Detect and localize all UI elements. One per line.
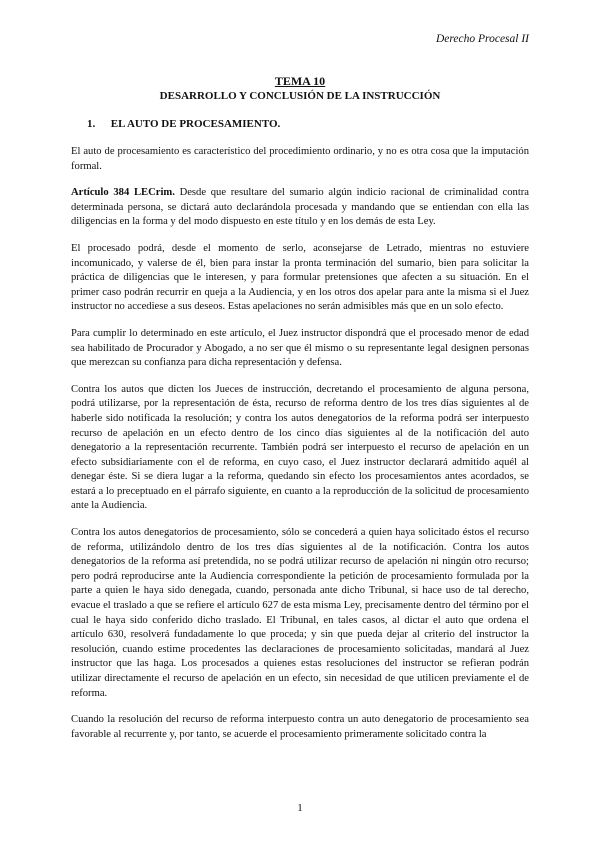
section-heading xyxy=(87,118,280,130)
paragraph: Cuando la resolución del recurso de reforma interpuesto contra un auto denegatorio de procesamiento sea favorable al recurrente y, por tanto, se acuerde el procesamiento primeramente solicitado contra la xyxy=(71,714,529,740)
paragraph-text: Desde que resultare del sumario algún indicio racional de criminalidad contra determinada persona, se dictará auto declarándola procesada y mandando que se entiendan con ella las diligencias en la forma y del modo dispuesto en este título y en los demás de esta Ley. xyxy=(71,187,529,228)
section-label: EL AUTO DE PROCESAMIENTO. xyxy=(110,118,281,130)
chapter-subtitle: DESARROLLO Y CONCLUSIÓN DE LA INSTRUCCIÓN xyxy=(159,90,441,102)
section-number: 1. xyxy=(87,118,96,130)
chapter-title: TEMA 10 xyxy=(274,74,326,88)
paragraph: El procesado podrá, desde el momento de serlo, aconsejarse de Letrado, mientras no estuviere incomunicado, y valerse de él, bien para instar la pronta terminación del sumario, bien para solicitar la práctica de diligencias que le interesen, y para formular pretensiones que afecten a su situación. En el primer caso podrán recurrir en queja a la Audiencia, y en los otros dos apelar para ante la misma si el Juez instructor no accediese a sus deseos. Estas apelaciones no serán admisibles más que en un solo efecto. xyxy=(71,242,529,313)
paragraph: Contra los autos que dicten los Jueces de instrucción, decretando el procesamiento de alguna persona, podrá utilizarse, por la representación de ésta, recurso de reforma dentro de los tres días siguientes al de haberle sido notificada la resolución; y contra los autos denegatorios de la reforma podrá ser interpuesto recurso de apelación en un efecto dentro de los cinco días siguientes al de la notificación del auto denegatorio a la representación recurrente. También podrá ser interpuesto el recurso de apelación en un efecto subsidiariamente con el de reforma, en cuyo caso, el Juez instructor declarará admitido aquél al denegar éste. Si se diera lugar a la reforma, quedando sin efecto los procesamientos antes acordados, se estará a lo preceptuado en el párrafo siguiente, en cuanto a la reproducción de la solicitud de procesamiento ante la Audiencia. xyxy=(71,383,529,512)
article-reference: Artículo 384 LECrim. xyxy=(71,187,175,199)
title-block xyxy=(0,74,600,104)
running-header: Derecho Procesal II xyxy=(435,33,529,45)
paragraph: Contra los autos denegatorios de procesamiento, sólo se concederá a quien haya solicitado éstos el recurso de reforma, utilizándolo dentro de los tres días siguientes al de la notificación. Contra los autos denegatorios de la reforma así pretendida, no se podrá utilizar recurso de apelación ni ningún otro recurso; pero podrá reproducirse ante la Audiencia correspondiente la petición de procesamiento formulada por la parte a quien le haya sido denegada, cuando, personada ante dicho Tribunal, si hace uso de tal derecho, evacue el traslado a que se refiere el artículo 627 de esta misma Ley, precisamente dentro del término por el cual le haya sido conferido dicho traslado. El Tribunal, en tales casos, al dictar el auto que ordena el artículo 630, resolverá fundadamente lo que proceda; y sin que pueda dejar al criterio del instructor la resolución, cuando estime procedentes las declaraciones de procesamiento solicitadas, mandará al Juez instructor que las haga. Los procesados a quienes estas resoluciones del instructor se refieran podrán utilizar directamente el recurso de apelación en un efecto, sin necesidad de que utilicen previamente el de reforma. xyxy=(71,527,529,699)
paragraph: Para cumplir lo determinado en este artículo, el Juez instructor dispondrá que el procesado menor de edad sea habilitado de Procurador y Abogado, a no ser que él mismo o su representante legal designen personas que merezcan su confianza para dicha representación y defensa. xyxy=(71,327,529,369)
body-text xyxy=(71,145,529,754)
page-number: 1 xyxy=(297,802,303,814)
paragraph xyxy=(71,186,529,230)
paragraph: El auto de procesamiento es característico del procedimiento ordinario, y no es otra cosa que la imputación formal. xyxy=(71,146,529,172)
